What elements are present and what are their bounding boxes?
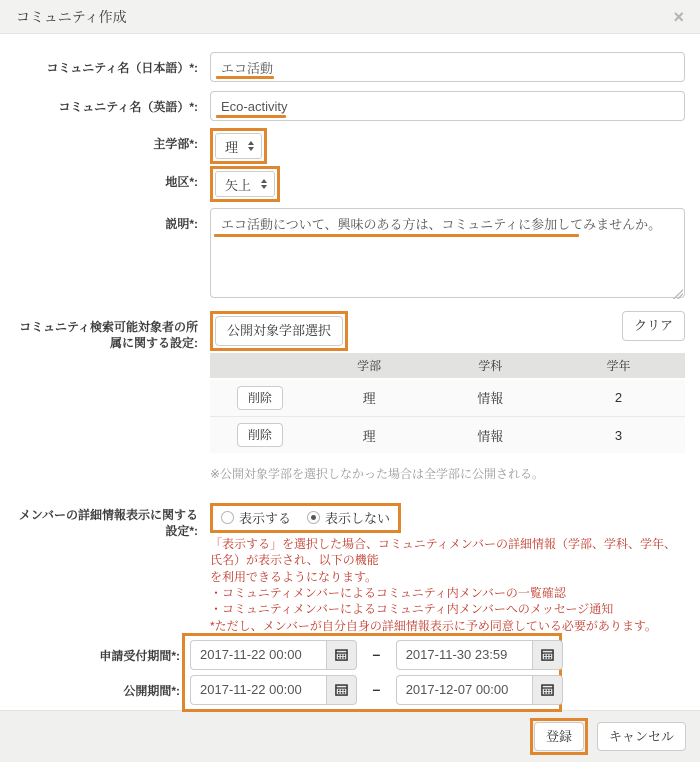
radio-show-label: 表示する	[239, 510, 292, 526]
application-end-input[interactable]	[396, 640, 532, 670]
search-target-label: コミュニティ検索可能対象者の所属に関する設定:	[19, 320, 198, 351]
faculty-select[interactable]	[215, 133, 262, 159]
modal-header	[0, 0, 700, 34]
select-arrows-icon	[261, 179, 267, 189]
table-row	[210, 379, 685, 417]
member-detail-label: メンバーの詳細情報表示に関する設定*:	[18, 507, 198, 539]
field-row-search-target	[15, 311, 685, 493]
modal-body	[0, 34, 700, 710]
table-row	[210, 416, 685, 453]
name-ja-label: コミュニティ名（日本語）*:	[46, 61, 198, 75]
faculty-select-value: 理	[225, 139, 239, 155]
table-header-department: 学科	[429, 353, 553, 379]
table-header-empty	[210, 353, 310, 379]
calendar-icon[interactable]	[326, 675, 357, 705]
member-detail-warning	[210, 536, 685, 634]
name-en-label: コミュニティ名（英語）*:	[58, 100, 198, 114]
faculty-label: 主学部*:	[153, 137, 198, 151]
modal-title: コミュニティ作成	[16, 8, 127, 25]
select-target-faculty-button[interactable]: 公開対象学部選択	[215, 316, 343, 346]
application-start-input[interactable]	[190, 640, 326, 670]
submit-button[interactable]: 登録	[534, 722, 584, 752]
public-period-label: 公開期間*:	[123, 683, 180, 698]
cell-faculty: 理	[310, 379, 429, 417]
warning-line: 「表示する」を選択した場合、コミュニティメンバーの詳細情報（学部、学科、学年、氏名）が表示され、以下の機能	[210, 536, 676, 568]
member-detail-radio-group	[214, 507, 397, 528]
calendar-icon[interactable]	[326, 640, 357, 670]
field-row-faculty	[15, 128, 685, 164]
annotation-box	[530, 718, 588, 756]
period-range-dash: –	[372, 646, 381, 663]
field-row-description	[15, 208, 685, 303]
warning-line: ・コミュニティメンバーによるコミュニティ内メンバーの一覧確認	[210, 585, 566, 600]
target-faculty-table	[210, 353, 685, 454]
periods-section	[15, 640, 685, 705]
calendar-icon[interactable]	[532, 675, 563, 705]
target-faculty-note: ※公開対象学部を選択しなかった場合は全学部に公開される。	[210, 467, 545, 482]
annotation-box	[210, 503, 401, 533]
district-select[interactable]	[215, 171, 275, 197]
annotation-box	[210, 166, 280, 202]
field-row-application-period	[15, 640, 685, 670]
field-row-name-en	[15, 91, 685, 121]
radio-checked-icon[interactable]	[307, 511, 320, 524]
annotation-box	[210, 128, 267, 164]
table-header-faculty: 学部	[310, 353, 429, 379]
field-row-member-detail	[15, 503, 685, 634]
radio-hide[interactable]	[307, 508, 390, 527]
public-start-input[interactable]	[190, 675, 326, 705]
close-icon[interactable]: ×	[673, 6, 684, 27]
cell-department: 情報	[429, 379, 553, 417]
public-end-input[interactable]	[396, 675, 532, 705]
description-textarea[interactable]	[210, 208, 685, 298]
clear-button[interactable]: クリア	[622, 311, 685, 341]
table-header-year: 学年	[552, 353, 685, 379]
delete-row-button[interactable]: 削除	[237, 386, 283, 410]
modal-footer	[0, 710, 700, 762]
cell-department: 情報	[429, 416, 553, 453]
calendar-icon[interactable]	[532, 640, 563, 670]
district-label: 地区*:	[165, 175, 198, 189]
application-period-label: 申請受付期間*:	[99, 648, 180, 663]
warning-line: *ただし、メンバーが自分自身の詳細情報表示に予め同意している必要があります。	[210, 618, 657, 633]
delete-row-button[interactable]: 削除	[237, 423, 283, 447]
cell-year: 2	[552, 379, 685, 417]
district-select-value: 矢上	[225, 177, 252, 193]
field-row-district	[15, 166, 685, 202]
field-row-name-ja	[15, 52, 685, 82]
period-range-dash: –	[372, 681, 381, 698]
field-row-public-period	[15, 675, 685, 705]
warning-line: ・コミュニティメンバーによるコミュニティ内メンバーへのメッセージ通知	[210, 602, 614, 617]
name-ja-input[interactable]	[210, 52, 685, 82]
annotation-box	[210, 311, 348, 351]
radio-show[interactable]	[221, 508, 291, 527]
radio-hide-label: 表示しない	[325, 510, 391, 526]
select-arrows-icon	[248, 141, 254, 151]
cell-faculty: 理	[310, 416, 429, 453]
cell-year: 3	[552, 416, 685, 453]
name-en-input[interactable]	[210, 91, 685, 121]
radio-unchecked-icon[interactable]	[221, 511, 234, 524]
description-label: 説明*:	[165, 217, 198, 231]
warning-line: を利用できるようになります。	[210, 569, 378, 584]
cancel-button[interactable]: キャンセル	[597, 722, 686, 752]
